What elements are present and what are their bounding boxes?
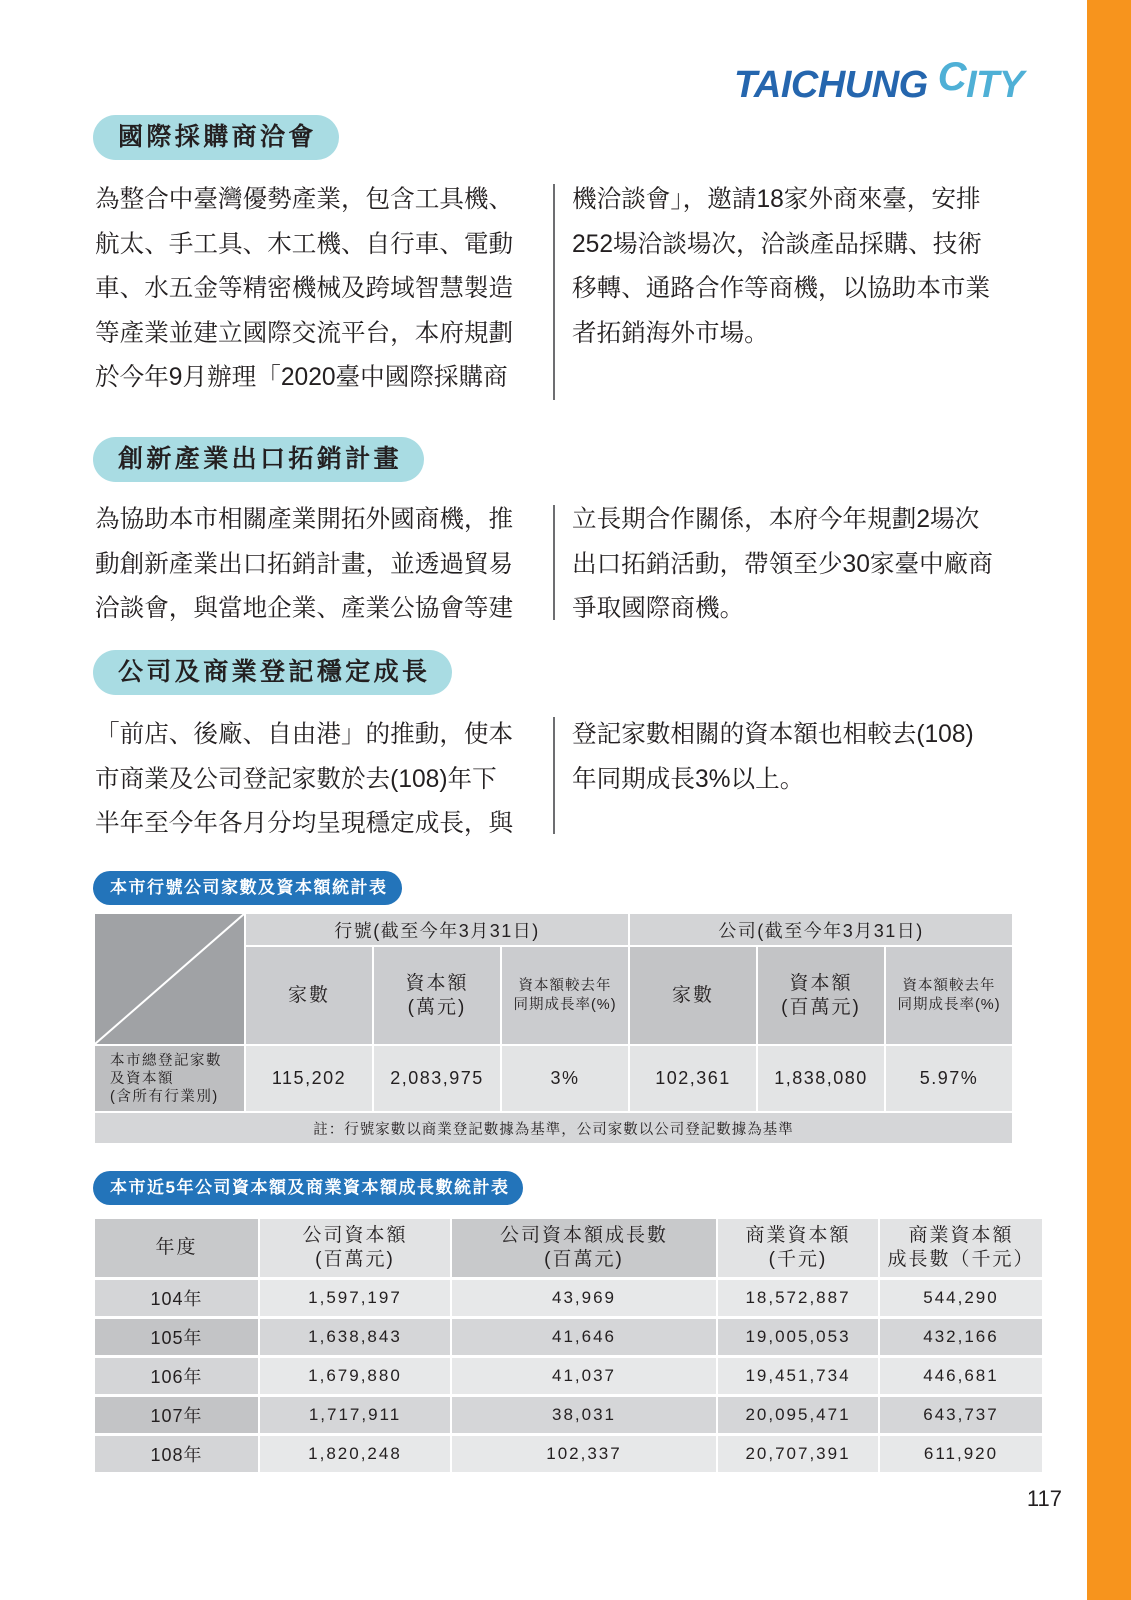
table2-cell: 20,707,391	[718, 1436, 878, 1472]
column-divider	[553, 717, 555, 834]
table2-cell: 19,005,053	[718, 1319, 878, 1355]
section-3-text-right: 登記家數相關的資本額也相較去(108) 年同期成長3%以上。	[572, 721, 974, 793]
table2-cell: 611,920	[880, 1436, 1042, 1472]
table2-capital-growth-stats	[95, 1219, 1042, 1472]
table2-cell: 20,095,471	[718, 1397, 878, 1433]
table2-year-cell: 104年	[95, 1280, 258, 1316]
table1-cell: 2,083,975	[374, 1046, 500, 1111]
logo-word-taichung: TAICHUNG	[734, 64, 928, 106]
table1-cell: 115,202	[246, 1046, 372, 1111]
column-divider	[553, 505, 555, 620]
table1-cell: 3%	[502, 1046, 628, 1111]
table1-group-header-sole-proprietorship: 行號(截至今年3月31日)	[246, 914, 628, 945]
table2-column-header: 公司資本額成長數 (百萬元)	[452, 1219, 716, 1277]
table2-column-header: 商業資本額 成長數（千元）	[880, 1219, 1042, 1277]
table1-cell: 1,838,080	[758, 1046, 884, 1111]
table2-cell: 1,820,248	[260, 1436, 450, 1472]
section-heading-procurement-fair: 國際採購商洽會	[93, 115, 339, 160]
section-3-text-left: 「前店、後廠、自由港」的推動，使本 市商業及公司登記家數於去(108)年下 半年至今年各月分均呈現穩定成長，與	[95, 721, 514, 837]
table1-business-company-stats	[95, 914, 1012, 1143]
table2-cell: 19,451,734	[718, 1358, 878, 1394]
table2-column-header: 商業資本額 (千元)	[718, 1219, 878, 1277]
table2-cell: 1,638,843	[260, 1319, 450, 1355]
table2-cell: 18,572,887	[718, 1280, 878, 1316]
table2-cell: 1,717,911	[260, 1397, 450, 1433]
diagonal-line	[95, 914, 244, 1044]
table2-column-header: 公司資本額 (百萬元)	[260, 1219, 450, 1277]
table2-cell: 1,597,197	[260, 1280, 450, 1316]
table1-column-header: 資本額 (百萬元)	[758, 947, 884, 1044]
section-heading-registration-growth: 公司及商業登記穩定成長	[93, 650, 452, 695]
table2-cell: 43,969	[452, 1280, 716, 1316]
table2-cell: 41,037	[452, 1358, 716, 1394]
table1-column-header: 家數	[630, 947, 756, 1044]
table1-column-header: 資本額較去年 同期成長率(%)	[502, 947, 628, 1044]
table1-column-header: 資本額較去年 同期成長率(%)	[886, 947, 1012, 1044]
table2-cell: 446,681	[880, 1358, 1042, 1394]
table1-group-header-company: 公司(截至今年3月31日)	[630, 914, 1012, 945]
table2-year-cell: 108年	[95, 1436, 258, 1472]
table2-cell: 643,737	[880, 1397, 1042, 1433]
table2-year-cell: 106年	[95, 1358, 258, 1394]
table1-diagonal-corner-cell	[95, 914, 244, 1044]
section-2-text-right: 立長期合作關係，本府今年規劃2場次 出口拓銷活動，帶領至少30家臺中廠商 爭取國際商機。	[572, 506, 993, 622]
section-1-text-left: 為整合中臺灣優勢產業，包含工具機、 航太、手工具、木工機、自行車、電動 車、水五金等精密機械及跨域智慧製造 等產業並建立國際交流平台，本府規劃 於今年9月辦理「2020臺中國際採購商	[95, 186, 514, 391]
table2-title-label: 本市近5年公司資本額及商業資本額成長數統計表	[93, 1171, 523, 1205]
table2-year-cell: 107年	[95, 1397, 258, 1433]
section-heading-export-plan: 創新產業出口拓銷計畫	[93, 437, 424, 482]
table1-row-header: 本市總登記家數 及資本額 (含所有行業別)	[95, 1046, 244, 1111]
table1-cell: 5.97%	[886, 1046, 1012, 1111]
table2-cell: 1,679,880	[260, 1358, 450, 1394]
page-number: 117	[1026, 1486, 1062, 1511]
table1-column-header: 家數	[246, 947, 372, 1044]
table2-cell: 544,290	[880, 1280, 1042, 1316]
table2-column-header: 年度	[95, 1219, 258, 1277]
table2-cell: 432,166	[880, 1319, 1042, 1355]
orange-side-bar	[1087, 0, 1131, 1600]
table2-cell: 41,646	[452, 1319, 716, 1355]
taichung-city-logo	[734, 54, 1024, 108]
logo-word-city: CITY	[937, 55, 1024, 106]
section-2-text-left: 為協助本市相關產業開拓外國商機，推 動創新產業出口拓銷計畫，並透過貿易 洽談會，與當地企業、產業公協會等建	[95, 506, 514, 622]
table2-cell: 38,031	[452, 1397, 716, 1433]
column-divider	[553, 184, 555, 400]
table1-cell: 102,361	[630, 1046, 756, 1111]
section-1-text-right: 機洽談會」，邀請18家外商來臺，安排 252場洽談場次，洽談產品採購、技術 移轉、通路合作等商機，以協助本市業 者拓銷海外市場。	[572, 186, 991, 347]
table1-column-header: 資本額 (萬元)	[374, 947, 500, 1044]
table2-cell: 102,337	[452, 1436, 716, 1472]
table1-footnote: 註：行號家數以商業登記數據為基準，公司家數以公司登記數據為基準	[95, 1113, 1012, 1143]
table1-title-label: 本市行號公司家數及資本額統計表	[93, 871, 402, 905]
table2-year-cell: 105年	[95, 1319, 258, 1355]
